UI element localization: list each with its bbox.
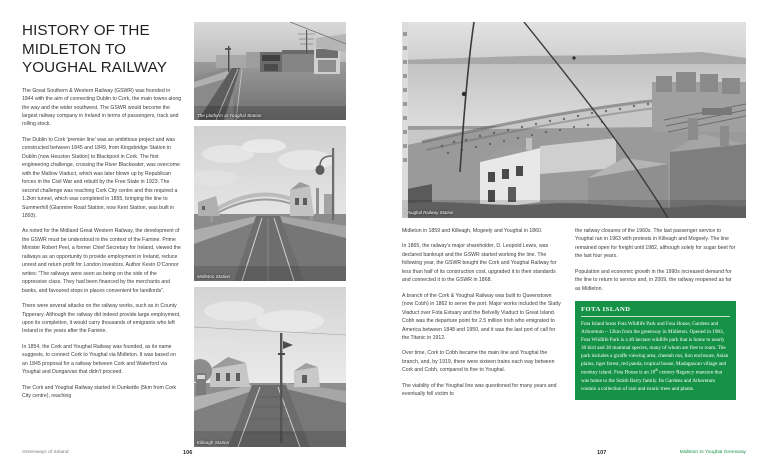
footer-section-title: Midleton to Youghal Greenway — [679, 450, 746, 455]
photo-midleton-station-image — [194, 126, 346, 281]
left-page-footer — [0, 450, 384, 462]
body-paragraph: Over time, Cork to Cobh became the main line and Youghal the branch, and, by 1919, there were sixteen trains each way between Cork and Cobh, compared to five to Youghal. — [402, 350, 555, 374]
body-paragraph: A branch of the Cork & Youghal Railway was built to Queenstown (now Cobh) in 1862 to serve the port. Major works included the Slatty Viaduct over Fota Estuary and the Belvelly Viaduct to Great Island. Cobh was the departure point for 2.5 million Irish who emigrated to America between 1848 and 1950, and it was the last port of call for the Titanic in 1912. — [402, 292, 561, 341]
photo-youghal-railway-station — [402, 22, 746, 218]
photo-killeagh-station-image — [194, 287, 346, 447]
body-paragraph: The Cork and Youghal Railway started in Dunkettle (5km from Cork City centre), reaching — [22, 384, 177, 400]
photo-caption: Youghal Railway Station — [406, 210, 454, 215]
photo-caption: The platform at Youghal Station — [197, 113, 262, 118]
photo-youghal-railway-station-image — [402, 22, 746, 218]
left-text-column — [22, 22, 182, 447]
fota-island-sidebar — [575, 301, 736, 400]
photo-killeagh-station — [194, 287, 346, 447]
body-paragraph: Midleton in 1859 and Killeagh, Mogeely and Youghal in 1860. — [402, 228, 543, 234]
right-column-two — [575, 227, 736, 406]
body-paragraph: As noted for the Midland Great Western Railway, the development of the GSWR must be understood in the context of the Famine. Prime Minister Robert Peel, a former Chief Secretary for Ireland, viewed the railways as an opportunity to provide employment in Ireland, reduce unrest and return profit for London investors. Author Kevin O'Connor writes: “The railways were seen as being on the side of the oppressive class. They had been financed by the merchants and banks, and favoured stops in places convenient for landlords”. — [22, 228, 181, 294]
photo-youghal-platform — [194, 22, 346, 120]
fota-island-title: FOTA ISLAND — [581, 306, 730, 317]
footer-book-title: Greenways of Ireland — [22, 450, 69, 455]
right-text-columns — [402, 227, 746, 406]
fota-island-body — [581, 320, 730, 393]
body-paragraph: The Dublin to Cork 'premier line' was an ambitious project and was constructed between 1845 and 1849, from Kingsbridge Station in Dublin (now Heuston Station) to Blackpool in Cork. The first engineering challenge, crossing the River Blackwater, was overcome with the Mallow Viaduct, which was later blown up by Republican forces in the Civil War and rebuilt by the Free State in 1923. The second challenge was reaching Cork City centre and this required a 1.2km tunnel, which was completed in 1855, bringing the line to Summerhill (Glanmire Road Station, now Kent Station, was built in 1893). — [22, 136, 180, 219]
photo-caption: Midleton Station — [197, 274, 231, 279]
fota-body-part-two: century Regency mansion that was home to the Smith Barry family. Its Gardens and Arboretum contain a collection of rare and exotic trees and plants. — [581, 369, 723, 392]
left-page-grid — [22, 22, 366, 447]
page-title: HISTORY OF THE MIDLETON TO YOUGHAL RAILWAY — [22, 22, 167, 77]
photo-youghal-platform-image — [194, 22, 346, 120]
body-paragraph: the railway closures of the 1960s. The last passenger service to Youghal ran in 1963 with protests in Killeagh and Mogeely. The line remained open for freight until 1982, although solely for sugar beet for the last four years. — [575, 228, 736, 260]
fota-body-part-one: Fota Island hosts Fota Wildlife Park and Fota House, Gardens and Arboretum – 12km from the greenway in Midleton. Opened in 1983, Fota Wildlife Park is a 40 hectare wildlife park that is home to nearly 30 bird and 30 mammal species, many of whom are free to roam. The park includes a giraffe viewing area, cheetah run, lion enclosure, Asian plains, tiger forest, red panda, tropical house, Madagascan village and monkey island. Fota House is an 18 — [581, 320, 729, 376]
right-column-one — [402, 227, 563, 406]
body-paragraph: There were several attacks on the railway works, such as in County Tipperary. Although the railway did indeed provide large employment, upon its completion, it would carry thousands of emigrants who left Ireland in the years after the Famine. — [22, 303, 181, 335]
page-number: 106 — [183, 450, 193, 456]
photo-caption: Killeagh Station — [197, 440, 230, 445]
left-photo-column — [194, 22, 346, 447]
body-paragraph: In 1865, the railway's major shareholder, D. Leopold Lewis, was declared bankrupt and the GSWR started working the line. The following year, the GSWR bought the Cork and Youghal Railway for less than half of its construction cost, upgraded it to their standards and connected it to the GSWR in 1868. — [402, 243, 557, 284]
body-paragraph: In 1854, the Cork and Youghal Railway was founded, as its name suggests, to connect Cork to Youghal via Midleton. It was based on an 1845 proposal for a railway between Cork and Waterford via Youghal and Dungarvan that didn't proceed. — [22, 343, 176, 376]
body-paragraph: The Great Southern & Western Railway (GSWR) was founded in 1844 with the aim of connecting Dublin to Cork, the main towns along the way and the wider southwest. The GSWR would become the largest railway company in Ireland in terms of passengers, track and rolling stock. — [22, 87, 182, 128]
page-number: 107 — [597, 450, 607, 456]
body-paragraph: The viability of the Youghal line was questioned for many years and eventually fell victim to — [402, 382, 557, 398]
right-page — [384, 0, 768, 474]
body-paragraph: Population and economic growth in the 1990s increased demand for the line to return to service and, in 2009, the railway reopened as far as Midleton. — [575, 268, 732, 292]
photo-midleton-station — [194, 126, 346, 281]
right-page-footer — [384, 450, 768, 462]
fota-body-ordinal: th — [655, 368, 658, 373]
